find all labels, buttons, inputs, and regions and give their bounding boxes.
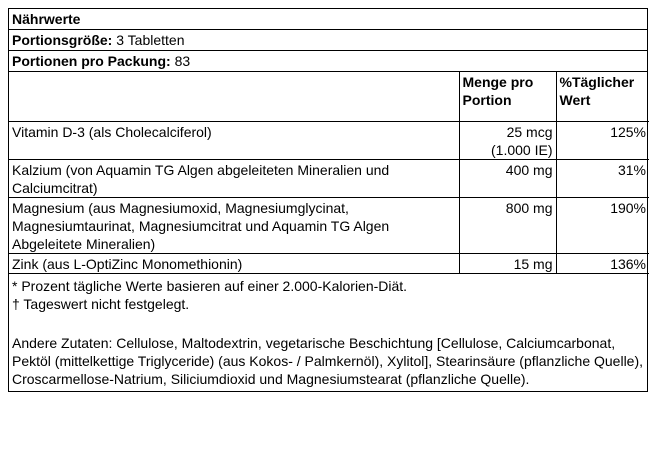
nutrient-amount — [459, 121, 556, 159]
servings-label: Portionen pro Packung: — [12, 53, 171, 69]
footnote-not-established: † Tageswert nicht festgelegt. — [12, 295, 190, 312]
serving-size-value: 3 Tabletten — [112, 32, 185, 48]
other-ingredients: Andere Zutaten: Cellulose, Maltodextrin, vegetarische Beschichtung [Cellulose, Calciumcarbonat, Pektöl (mittelkettige Triglyceride) (aus Kokos- / Palmkernöl), Xylitol], Stearinsäure (pflanzliche Quelle), Croscarmellose-Natrium, Siliciumdioxid und Magnesiumstearat (pflanzliche Quelle). — [12, 334, 644, 387]
servings-per-container-row — [9, 51, 647, 72]
footnote-daily-value: * Prozent tägliche Werte basieren auf einer 2.000-Kalorien-Diät. — [12, 277, 408, 294]
header-nutrient-cell — [9, 72, 459, 121]
nutrition-facts-panel — [8, 8, 648, 392]
nutrient-daily-value: 136% — [556, 253, 649, 273]
table-row — [9, 197, 649, 253]
servings-value: 83 — [170, 53, 191, 69]
panel-title: Nährwerte — [9, 9, 647, 30]
nutrient-name: Zink (aus L-OptiZinc Monomethionin) — [9, 253, 459, 273]
table-row — [9, 253, 649, 273]
nutrient-amount: 400 mg — [459, 159, 556, 197]
nutrient-amount-line-2: (1.000 IE) — [491, 141, 553, 158]
header-daily-value-cell: %Täglicher Wert — [556, 72, 649, 121]
nutrient-name: Vitamin D-3 (als Cholecalciferol) — [9, 121, 459, 159]
nutrient-amount-line: 25 mcg — [506, 123, 553, 140]
nutrient-daily-value: 31% — [556, 159, 649, 197]
table-row — [9, 159, 649, 197]
nutrient-daily-value: 125% — [556, 121, 649, 159]
table-row — [9, 121, 649, 159]
nutrient-amount: 15 mg — [459, 253, 556, 273]
nutrient-table — [9, 72, 649, 274]
nutrient-amount: 800 mg — [459, 197, 556, 253]
footnotes — [9, 274, 647, 332]
header-amount-cell: Menge pro Portion — [459, 72, 556, 121]
serving-size-label: Portionsgröße: — [12, 32, 113, 48]
nutrient-name: Kalzium (von Aquamin TG Algen abgeleiteten Mineralien und Calciumcitrat) — [9, 159, 459, 197]
spacer — [12, 313, 644, 331]
nutrient-name: Magnesium (aus Magnesiumoxid, Magnesiumglycinat, Magnesiumtaurinat, Magnesiumcitrat und Aquamin TG Algen Abgeleitete Mineralien) — [9, 197, 459, 253]
nutrient-daily-value: 190% — [556, 197, 649, 253]
table-header-row — [9, 72, 649, 121]
serving-size-row — [9, 30, 647, 51]
